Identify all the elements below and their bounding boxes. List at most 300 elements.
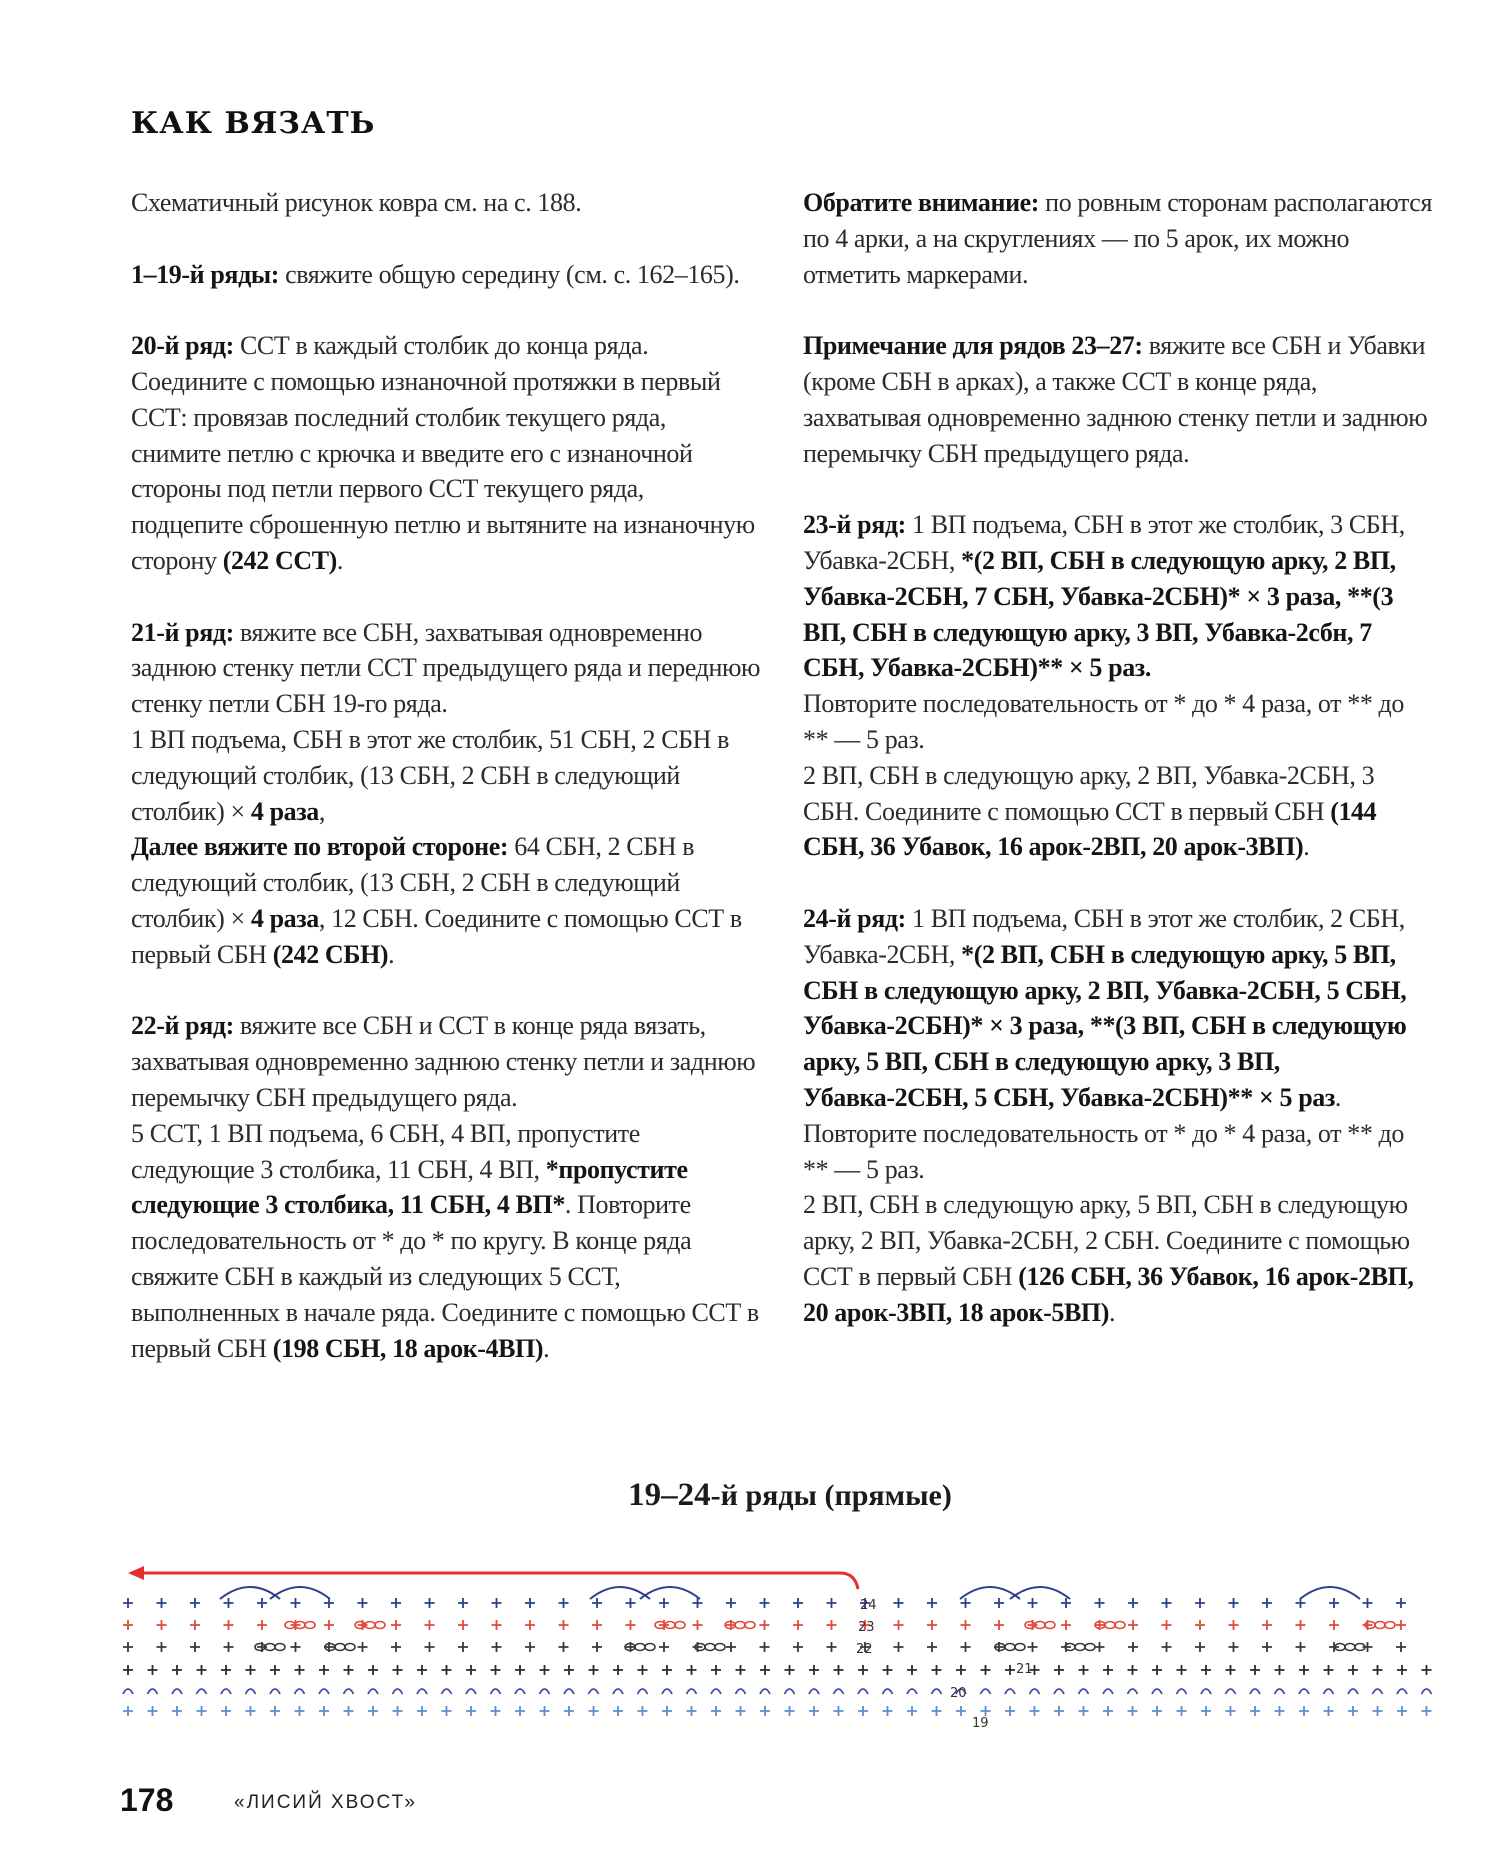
stitch-sc xyxy=(1363,1642,1373,1652)
stitch-sc xyxy=(1296,1642,1306,1652)
row-label: 23 xyxy=(858,1620,875,1635)
stitch-sc xyxy=(760,1665,770,1675)
stitch-sc xyxy=(425,1642,435,1652)
stitch-sc xyxy=(123,1665,133,1675)
stitch-chain xyxy=(172,1689,182,1694)
stitch-sc xyxy=(172,1665,182,1675)
stitch-sc xyxy=(589,1706,599,1716)
stitch-sc xyxy=(148,1665,158,1675)
stitch-chain xyxy=(1105,1622,1115,1629)
direction-arrowhead xyxy=(128,1566,144,1580)
stitch-chain xyxy=(295,1689,305,1694)
stitch-sc xyxy=(324,1620,334,1630)
stitch-sc xyxy=(687,1706,697,1716)
stitch-sc xyxy=(466,1706,476,1716)
right-column xyxy=(803,185,1433,1366)
stitch-sc xyxy=(662,1665,672,1675)
stitch-sc xyxy=(894,1620,904,1630)
stitch-sc xyxy=(994,1620,1004,1630)
stitch-sc xyxy=(1128,1620,1138,1630)
stitch-sc xyxy=(1275,1665,1285,1675)
row-label: 19 xyxy=(972,1716,989,1731)
stitch-sc xyxy=(1128,1706,1138,1716)
stitch-sc xyxy=(492,1598,502,1608)
stitch-chain xyxy=(981,1689,991,1694)
left-column xyxy=(131,185,761,1402)
stitch-chain xyxy=(375,1622,385,1629)
stitch-sc xyxy=(1422,1665,1432,1675)
stitch-sc xyxy=(994,1598,1004,1608)
stitch-sc xyxy=(1028,1642,1038,1652)
stitch-sc xyxy=(157,1620,167,1630)
stitch-sc xyxy=(834,1706,844,1716)
stitch-chain xyxy=(1422,1689,1432,1694)
stitch-sc xyxy=(858,1665,868,1675)
stitch-sc xyxy=(148,1706,158,1716)
stitch-sc xyxy=(458,1598,468,1608)
stitch-sc xyxy=(172,1706,182,1716)
stitch-chain xyxy=(1075,1644,1085,1651)
paragraph-row-20: 20-й ряд: ССТ в каждый столбик до конца ряда. Соедините с помощью изнаночной протяжки в первый ССТ: провязав последний столбик текущего ряда, снимите петлю с крючка и введите его с изнаночной стороны под петли первого ССТ текущего ряда, подцепите сброшенную петлю и вытяните на изнаночную сторону (242 ССТ). xyxy=(131,331,755,575)
stitch-sc xyxy=(711,1665,721,1675)
stitch-sc xyxy=(1229,1620,1239,1630)
stitch-sc xyxy=(391,1620,401,1630)
stitch-sc xyxy=(1229,1642,1239,1652)
stitch-chain xyxy=(345,1644,355,1651)
stitch-sc xyxy=(319,1706,329,1716)
stitch-sc xyxy=(827,1598,837,1608)
stitch-sc xyxy=(1329,1598,1339,1608)
stitch-sc xyxy=(391,1642,401,1652)
stitch-sc xyxy=(157,1642,167,1652)
stitch-chain xyxy=(1324,1689,1334,1694)
stitch-chain xyxy=(883,1689,893,1694)
stitch-sc xyxy=(589,1665,599,1675)
stitch-chain xyxy=(1299,1689,1309,1694)
stitch-chain xyxy=(1152,1689,1162,1694)
stitch-chain xyxy=(1005,1689,1015,1694)
stitch-sc xyxy=(466,1665,476,1675)
stitch-sc xyxy=(961,1598,971,1608)
stitch-sc xyxy=(1162,1598,1172,1608)
stitch-sc xyxy=(123,1706,133,1716)
stitch-sc xyxy=(827,1620,837,1630)
stitch-sc xyxy=(1422,1706,1432,1716)
stitch-sc xyxy=(525,1598,535,1608)
stitch-sc xyxy=(981,1706,991,1716)
stitch-sc xyxy=(894,1598,904,1608)
stitch-chain xyxy=(858,1689,868,1694)
stitch-chain xyxy=(1045,1622,1055,1629)
stitch-sc xyxy=(659,1642,669,1652)
stitch-sc xyxy=(1296,1620,1306,1630)
stitch-sc xyxy=(1201,1706,1211,1716)
stitch-sc xyxy=(760,1642,770,1652)
stitch-sc xyxy=(393,1665,403,1675)
stitch-sc xyxy=(726,1598,736,1608)
stitch-sc xyxy=(961,1642,971,1652)
stitch-chain xyxy=(491,1689,501,1694)
stitch-sc xyxy=(1030,1706,1040,1716)
stitch-sc xyxy=(907,1706,917,1716)
stitch-sc xyxy=(961,1620,971,1630)
row-label: 22 xyxy=(856,1642,873,1657)
stitch-sc xyxy=(883,1706,893,1716)
stitch-sc xyxy=(1201,1665,1211,1675)
stitch-sc xyxy=(442,1706,452,1716)
stitch-chain xyxy=(736,1689,746,1694)
stitch-sc xyxy=(1103,1665,1113,1675)
stitch-chain xyxy=(638,1689,648,1694)
stitch-chain xyxy=(368,1689,378,1694)
stitch-sc xyxy=(1229,1598,1239,1608)
paragraph-row-23: 23-й ряд: 1 ВП подъема, СБН в этот же столбик, 3 СБН, Убавка-2СБН, *(2 ВП, СБН в следующую арку, 2 ВП, Убавка-2СБН, 7 СБН, Убавка-2СБН)* × 3 раза, **(3 ВП, СБН в следующую арку, 3 ВП, Убавка-2сбн, 7 СБН, Убавка-2СБН)** × 5 раз. Повторите последовательность от * до * 4 раза, от ** до ** — 5 раз. 2 ВП, СБН в следующую арку, 2 ВП, Убавка-2СБН, 3 СБН. Соедините с помощью ССТ в первый СБН (144 СБН, 36 Убавок, 16 арок-2ВП, 20 арок-3ВП). xyxy=(803,510,1405,862)
stitch-sc xyxy=(358,1642,368,1652)
stitch-sc xyxy=(1195,1620,1205,1630)
stitch-chain xyxy=(1005,1644,1015,1651)
stitch-sc xyxy=(736,1665,746,1675)
stitch-chain xyxy=(319,1689,329,1694)
section-heading: КАК ВЯЗАТЬ xyxy=(131,106,376,141)
stitch-sc xyxy=(834,1665,844,1675)
stitch-sc xyxy=(1373,1706,1383,1716)
stitch-chain xyxy=(834,1689,844,1694)
stitch-sc xyxy=(123,1642,133,1652)
stitch-chain xyxy=(393,1689,403,1694)
stitch-chain xyxy=(1115,1622,1125,1629)
stitch-sc xyxy=(344,1665,354,1675)
stitch-sc xyxy=(981,1665,991,1675)
stitch-sc xyxy=(491,1706,501,1716)
stitch-chain xyxy=(540,1689,550,1694)
stitch-sc xyxy=(592,1642,602,1652)
stitch-sc xyxy=(1028,1598,1038,1608)
stitch-sc xyxy=(1275,1706,1285,1716)
stitch-sc xyxy=(1226,1706,1236,1716)
stitch-sc xyxy=(1324,1665,1334,1675)
stitch-sc xyxy=(525,1620,535,1630)
paragraph-row-21: 21-й ряд: вяжите все СБН, захватывая одновременно заднюю стенку петли ССТ предыдущего ряда и переднюю стенку петли СБН 19-го ряда. 1 ВП подъема, СБН в этот же столбик, 51 СБН, 2 СБН в следующий столбик, (13 СБН, 2 СБН в следующий столбик) × 4 раза, Далее вяжите по второй стороне: 64 СБН, 2 СБН в следующий столбик, (13 СБН, 2 СБН в следующий столбик) × 4 раза, 12 СБН. Соедините с помощью ССТ в первый СБН (242 СБН). xyxy=(131,617,761,969)
stitch-sc xyxy=(711,1706,721,1716)
stitch-sc xyxy=(592,1598,602,1608)
stitch-sc xyxy=(491,1665,501,1675)
stitch-sc xyxy=(1262,1598,1272,1608)
stitch-sc xyxy=(1079,1706,1089,1716)
stitch-sc xyxy=(1095,1642,1105,1652)
stitch-chain xyxy=(645,1644,655,1651)
stitch-sc xyxy=(190,1642,200,1652)
stitch-sc xyxy=(932,1665,942,1675)
stitch-sc xyxy=(368,1706,378,1716)
stitch-sc xyxy=(613,1665,623,1675)
stitch-sc xyxy=(662,1706,672,1716)
stitch-sc xyxy=(1262,1620,1272,1630)
stitch-sc xyxy=(1061,1620,1071,1630)
stitch-chain xyxy=(932,1689,942,1694)
stitch-sc xyxy=(564,1665,574,1675)
stitch-chain xyxy=(705,1644,715,1651)
stitch-sc xyxy=(197,1706,207,1716)
stitch-sc xyxy=(1162,1620,1172,1630)
diagram-title: 19–24-й ряды (прямые) xyxy=(628,1477,952,1513)
stitch-sc xyxy=(425,1598,435,1608)
stitch-sc xyxy=(270,1706,280,1716)
stitch-sc xyxy=(525,1642,535,1652)
stitch-sc xyxy=(458,1620,468,1630)
stitch-sc xyxy=(425,1620,435,1630)
stitch-chain xyxy=(1015,1644,1025,1651)
stitch-chain xyxy=(809,1689,819,1694)
stitch-sc xyxy=(638,1665,648,1675)
stitch-sc xyxy=(736,1706,746,1716)
stitch-sc xyxy=(123,1620,133,1630)
stitch-sc xyxy=(515,1665,525,1675)
stitch-sc xyxy=(224,1598,234,1608)
stitch-sc xyxy=(1329,1620,1339,1630)
stitch-sc xyxy=(358,1598,368,1608)
stitch-sc xyxy=(1262,1642,1272,1652)
stitch-chain xyxy=(1250,1689,1260,1694)
stitch-chain xyxy=(270,1689,280,1694)
row-label: 21 xyxy=(1016,1662,1033,1677)
stitch-sc xyxy=(894,1642,904,1652)
stitch-chain xyxy=(246,1689,256,1694)
stitch-sc xyxy=(956,1706,966,1716)
stitch-sc xyxy=(291,1598,301,1608)
stitch-sc xyxy=(1152,1665,1162,1675)
stitch-sc xyxy=(1373,1665,1383,1675)
stitch-sc xyxy=(1250,1665,1260,1675)
stitch-chain xyxy=(1275,1689,1285,1694)
stitch-sc xyxy=(1162,1642,1172,1652)
stitch-chain xyxy=(715,1644,725,1651)
stitch-sc xyxy=(932,1706,942,1716)
stitch-sc xyxy=(760,1598,770,1608)
stitch-sc xyxy=(785,1665,795,1675)
paragraph-row-24: 24-й ряд: 1 ВП подъема, СБН в этот же столбик, 2 СБН, Убавка-2СБН, *(2 ВП, СБН в следующую арку, 5 ВП, СБН в следующую арку, 2 ВП, Убавка-2СБН, 5 СБН, Убавка-2СБН)* × 3 раза, **(3 ВП, СБН в следующую арку, 5 ВП, СБН в следующую арку, 3 ВП, Убавка-2СБН, 5 СБН, Убавка-2СБН)** × 5 раз. Повторите последовательность от * до * 4 раза, от ** до ** — 5 раз. 2 ВП, СБН в следующую арку, 5 ВП, СБН в следующую арку, 2 ВП, Убавка-2СБН, 2 СБН. Соедините с помощью ССТ в первый СБН (126 СБН, 36 Убавок, 16 арок-2ВП, 20 арок-3ВП, 18 арок-5ВП). xyxy=(803,903,1414,1327)
stitch-sc xyxy=(693,1620,703,1630)
stitch-sc xyxy=(1348,1665,1358,1675)
stitch-sc xyxy=(1095,1598,1105,1608)
stitch-sc xyxy=(1226,1665,1236,1675)
stitch-sc xyxy=(956,1665,966,1675)
stitch-sc xyxy=(626,1598,636,1608)
stitch-chain xyxy=(1054,1689,1064,1694)
stitch-chain xyxy=(197,1689,207,1694)
stitch-chain xyxy=(1079,1689,1089,1694)
stitch-chain xyxy=(635,1644,645,1651)
stitch-sc xyxy=(1324,1706,1334,1716)
paragraph-note: Обратите внимание: по ровным сторонам располагаются по 4 арки, а на скруглениях — по 5 арок, их можно отметить маркерами. xyxy=(803,188,1433,289)
stitch-sc xyxy=(809,1665,819,1675)
stitch-chain xyxy=(515,1689,525,1694)
stitch-chain xyxy=(1085,1644,1095,1651)
stitch-sc xyxy=(190,1620,200,1630)
stitch-sc xyxy=(1250,1706,1260,1716)
stitch-chain xyxy=(275,1644,285,1651)
stitch-arc xyxy=(1300,1587,1360,1599)
stitch-sc xyxy=(883,1665,893,1675)
stitch-chain xyxy=(123,1689,133,1694)
stitch-chain xyxy=(344,1689,354,1694)
stitch-chain xyxy=(148,1689,158,1694)
stitch-chain xyxy=(1177,1689,1187,1694)
stitch-sc xyxy=(858,1706,868,1716)
stitch-sc xyxy=(368,1665,378,1675)
stitch-sc xyxy=(197,1665,207,1675)
stitch-chain xyxy=(662,1689,672,1694)
stitch-chain xyxy=(745,1622,755,1629)
page-number: 178 xyxy=(120,1782,174,1818)
row-label: 24 xyxy=(860,1598,877,1613)
stitch-sc xyxy=(1128,1598,1138,1608)
stitch-sc xyxy=(1103,1706,1113,1716)
stitch-chain xyxy=(1348,1689,1358,1694)
stitch-chain xyxy=(1103,1689,1113,1694)
book-title: «ЛИСИЙ ХВОСТ» xyxy=(234,1792,417,1813)
stitch-sc xyxy=(564,1706,574,1716)
stitch-sc xyxy=(687,1665,697,1675)
stitch-sc xyxy=(1299,1706,1309,1716)
crochet-chart xyxy=(120,1555,1440,1745)
stitch-sc xyxy=(1005,1706,1015,1716)
stitch-sc xyxy=(559,1598,569,1608)
stitch-chain xyxy=(760,1689,770,1694)
stitch-sc xyxy=(295,1706,305,1716)
stitch-sc xyxy=(613,1706,623,1716)
stitch-chain xyxy=(613,1689,623,1694)
stitch-sc xyxy=(1396,1642,1406,1652)
stitch-sc xyxy=(391,1598,401,1608)
stitch-sc xyxy=(540,1706,550,1716)
stitch-sc xyxy=(760,1706,770,1716)
stitch-sc xyxy=(190,1598,200,1608)
stitch-sc xyxy=(123,1598,133,1608)
stitch-sc xyxy=(417,1665,427,1675)
stitch-sc xyxy=(1195,1598,1205,1608)
stitch-chain xyxy=(1345,1644,1355,1651)
stitch-sc xyxy=(257,1598,267,1608)
stitch-sc xyxy=(492,1642,502,1652)
stitch-sc xyxy=(726,1642,736,1652)
stitch-chain xyxy=(1128,1689,1138,1694)
stitch-sc xyxy=(1128,1665,1138,1675)
stitch-sc xyxy=(1152,1706,1162,1716)
stitch-sc xyxy=(559,1620,569,1630)
row-label: 20 xyxy=(950,1686,967,1701)
paragraph-rows-23-27-note: Примечание для рядов 23–27: вяжите все СБН и Убавки (кроме СБН в арках), а также ССТ в конце ряда, захватывая одновременно заднюю стенку петли и заднюю перемычку СБН предыдущего ряда. xyxy=(803,331,1428,468)
stitch-sc xyxy=(1363,1598,1373,1608)
stitch-sc xyxy=(785,1706,795,1716)
stitch-sc xyxy=(1397,1706,1407,1716)
stitch-sc xyxy=(559,1642,569,1652)
stitch-sc xyxy=(492,1620,502,1630)
stitch-sc xyxy=(270,1665,280,1675)
stitch-sc xyxy=(224,1620,234,1630)
stitch-sc xyxy=(626,1620,636,1630)
stitch-sc xyxy=(1079,1665,1089,1675)
stitch-chain xyxy=(589,1689,599,1694)
stitch-sc xyxy=(1054,1706,1064,1716)
stitch-sc xyxy=(1177,1665,1187,1675)
stitch-sc xyxy=(827,1642,837,1652)
stitch-chain xyxy=(442,1689,452,1694)
stitch-chain xyxy=(735,1622,745,1629)
stitch-sc xyxy=(1397,1665,1407,1675)
stitch-sc xyxy=(224,1642,234,1652)
stitch-sc xyxy=(1054,1665,1064,1675)
stitch-sc xyxy=(1299,1665,1309,1675)
stitch-sc xyxy=(1195,1642,1205,1652)
stitch-chain xyxy=(466,1689,476,1694)
stitch-chain xyxy=(1397,1689,1407,1694)
stitch-sc xyxy=(344,1706,354,1716)
stitch-sc xyxy=(246,1665,256,1675)
stitch-chain xyxy=(1373,1689,1383,1694)
stitch-chain xyxy=(417,1689,427,1694)
stitch-sc xyxy=(760,1620,770,1630)
paragraph-row-22: 22-й ряд: вяжите все СБН и ССТ в конце ряда вязать, захватывая одновременно заднюю стенку петли и заднюю перемычку СБН предыдущего ряда. 5 ССТ, 1 ВП подъема, 6 СБН, 4 ВП, пропустите следующие 3 столбика, 11 СБН, 4 ВП, *пропустите следующие 3 столбика, 11 СБН, 4 ВП*. Повторите последовательность от * до * по кругу. В конце ряда свяжите СБН в каждый из следующих 5 ССТ, выполненных в начале ряда. Соедините с помощью ССТ в первый СБН (198 СБН, 18 арок-4ВП). xyxy=(131,1011,759,1363)
paragraph-rows-1-19: 1–19-й ряды: свяжите общую середину (см. с. 162–165). xyxy=(131,259,740,289)
stitch-chain xyxy=(1030,1689,1040,1694)
stitch-sc xyxy=(221,1706,231,1716)
stitch-sc xyxy=(907,1665,917,1675)
stitch-chain xyxy=(907,1689,917,1694)
stitch-sc xyxy=(257,1620,267,1630)
stitch-sc xyxy=(1128,1642,1138,1652)
stitch-sc xyxy=(592,1620,602,1630)
stitch-chain xyxy=(221,1689,231,1694)
stitch-sc xyxy=(659,1598,669,1608)
stitch-chain xyxy=(1385,1622,1395,1629)
stitch-sc xyxy=(319,1665,329,1675)
stitch-chain xyxy=(675,1622,685,1629)
stitch-sc xyxy=(221,1665,231,1675)
stitch-sc xyxy=(693,1598,703,1608)
stitch-sc xyxy=(417,1706,427,1716)
stitch-sc xyxy=(515,1706,525,1716)
stitch-sc xyxy=(793,1642,803,1652)
stitch-chain xyxy=(687,1689,697,1694)
stitch-chain xyxy=(711,1689,721,1694)
stitch-sc xyxy=(927,1598,937,1608)
stitch-sc xyxy=(1396,1598,1406,1608)
stitch-sc xyxy=(809,1706,819,1716)
stitch-sc xyxy=(324,1598,334,1608)
stitch-sc xyxy=(927,1620,937,1630)
stitch-sc xyxy=(442,1665,452,1675)
stitch-sc xyxy=(291,1642,301,1652)
stitch-sc xyxy=(157,1598,167,1608)
stitch-sc xyxy=(1177,1706,1187,1716)
stitch-chain xyxy=(1375,1622,1385,1629)
stitch-sc xyxy=(458,1642,468,1652)
stitch-chain xyxy=(1226,1689,1236,1694)
stitch-sc xyxy=(295,1665,305,1675)
stitch-sc xyxy=(540,1665,550,1675)
stitch-sc xyxy=(393,1706,403,1716)
stitch-chain xyxy=(564,1689,574,1694)
stitch-sc xyxy=(1348,1706,1358,1716)
stitch-sc xyxy=(246,1706,256,1716)
stitch-sc xyxy=(1005,1665,1015,1675)
stitch-sc xyxy=(793,1620,803,1630)
paragraph-intro: Схематичный рисунок ковра см. на с. 188. xyxy=(131,188,582,217)
stitch-chain xyxy=(1201,1689,1211,1694)
stitch-chain xyxy=(335,1644,345,1651)
stitch-chain xyxy=(785,1689,795,1694)
stitch-sc xyxy=(1396,1620,1406,1630)
